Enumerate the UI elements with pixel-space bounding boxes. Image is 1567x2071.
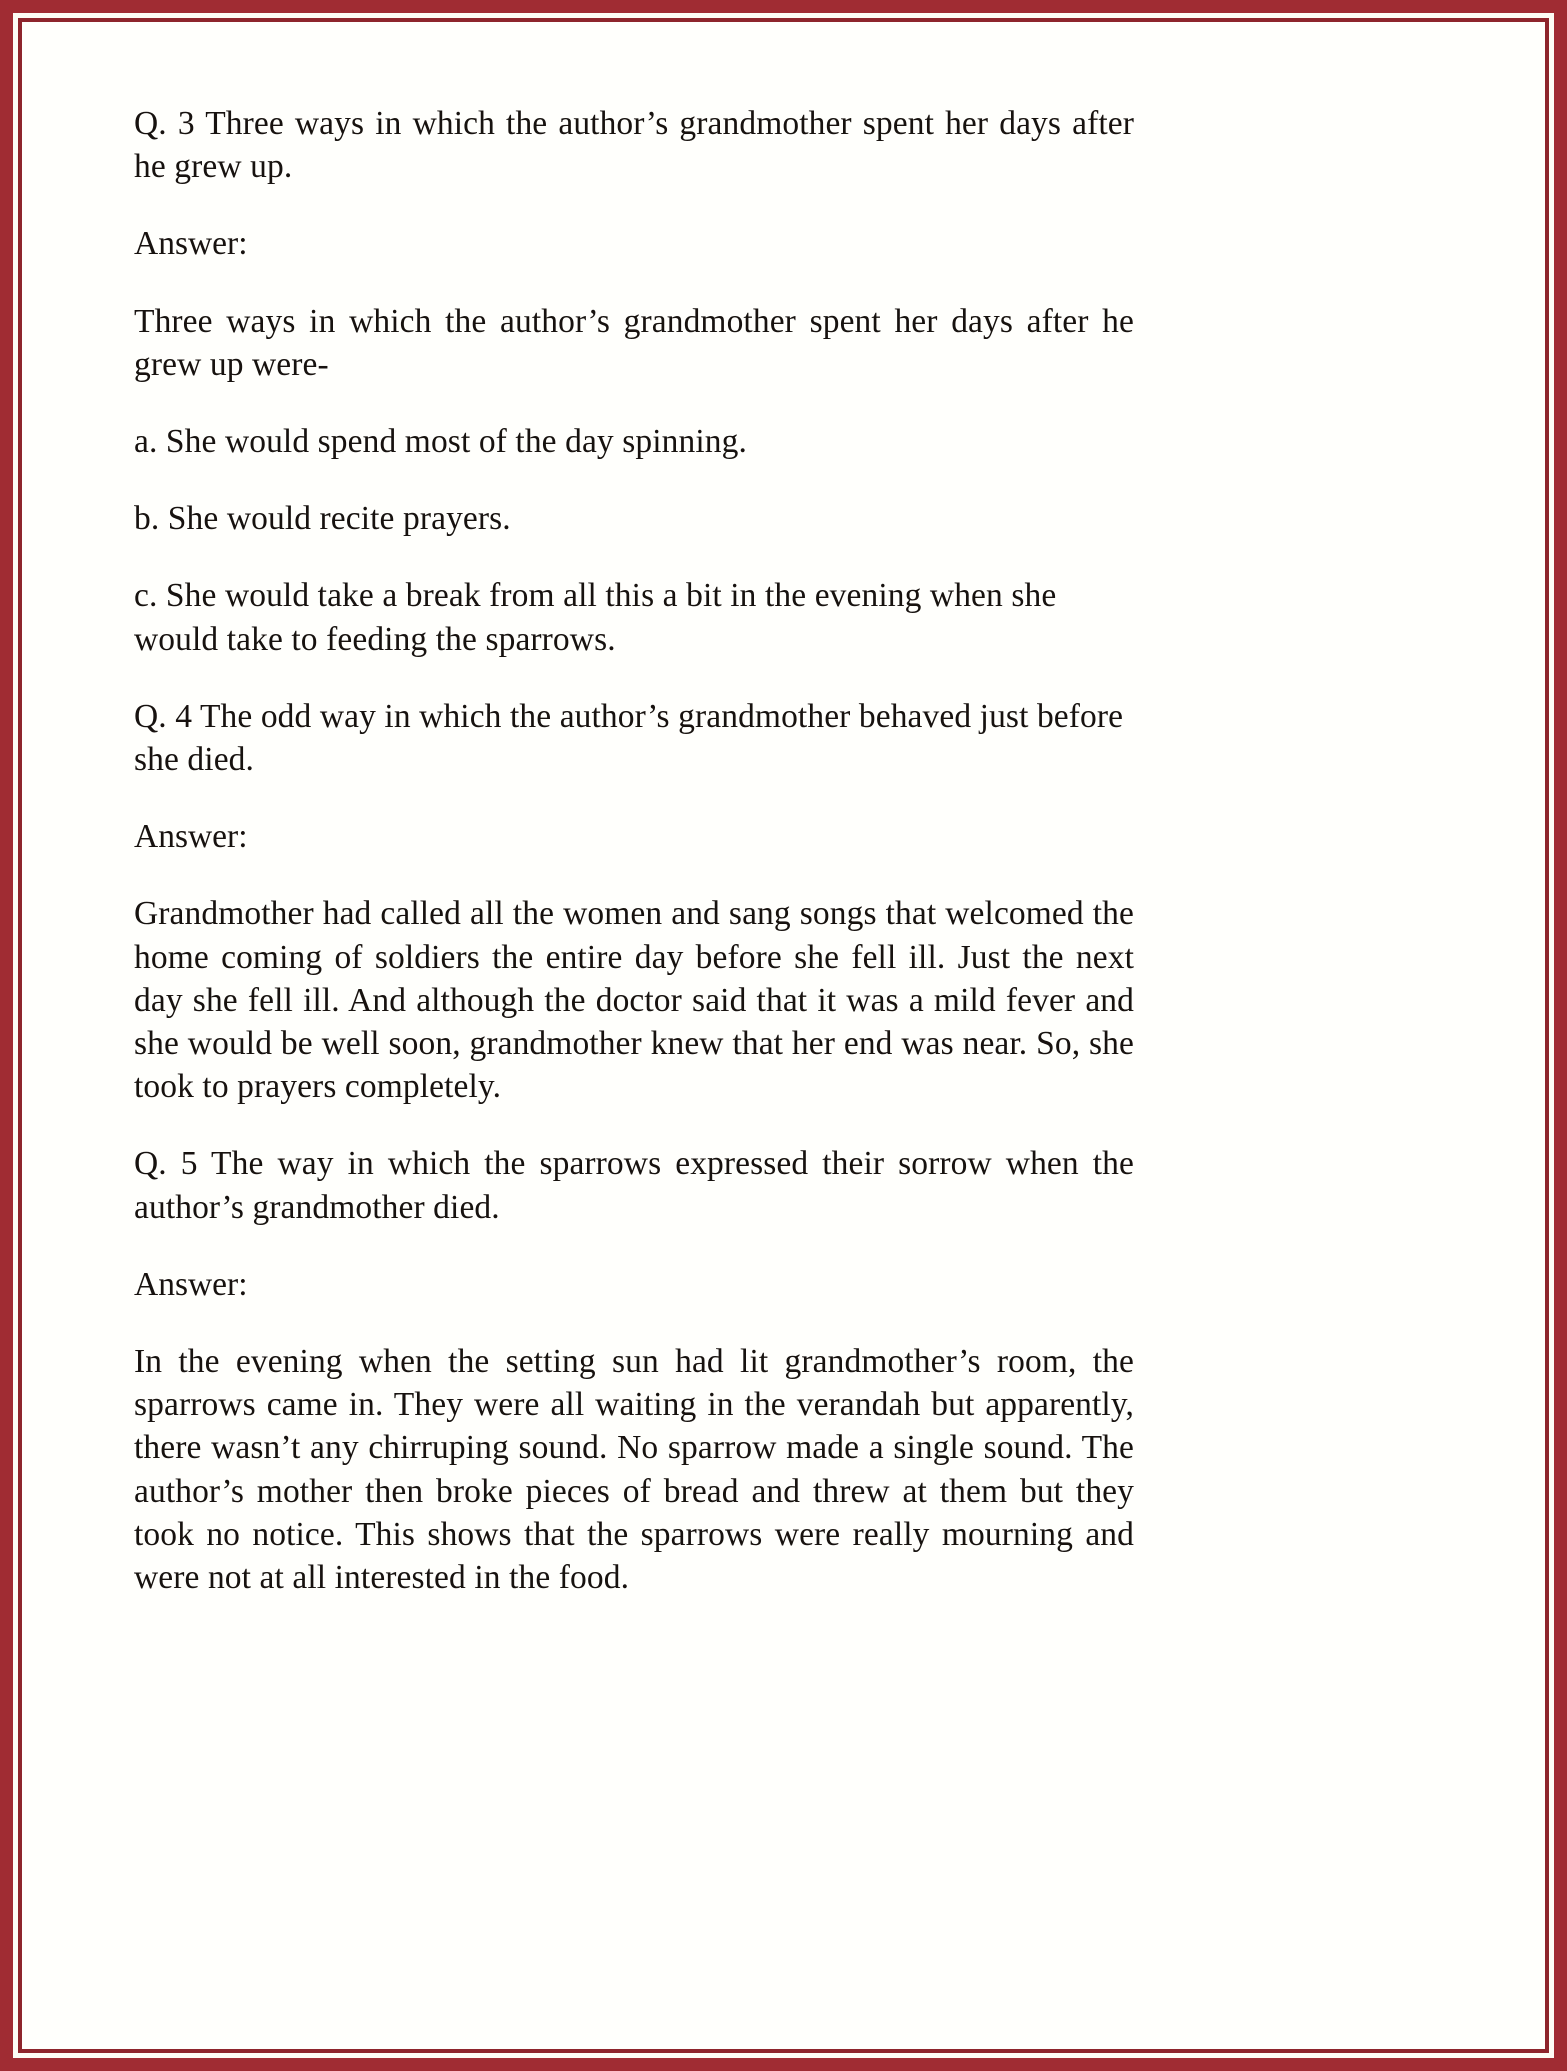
question-q3: Q. 3 Three ways in which the author’s grandmother spent her days after he grew up. bbox=[134, 105, 1134, 186]
answer-q3-item-c: c. She would take a break from all this a bit in the evening when she would take to feeding the sparrows. bbox=[134, 577, 1057, 658]
answer-label-q4: Answer: bbox=[134, 818, 248, 856]
document-sheet bbox=[22, 22, 1545, 2049]
answer-label-q3: Answer: bbox=[134, 225, 248, 263]
question-q5: Q. 5 The way in which the sparrows expressed their sorrow when the author’s grandmother died. bbox=[134, 1145, 1134, 1226]
question-q4: Q. 4 The odd way in which the author’s grandmother behaved just before she died. bbox=[134, 697, 1124, 779]
answer-q4-body: Grandmother had called all the women and sang songs that welcomed the home coming of soldiers the entire day before she fell ill. Just the next day she fell ill. And although the doctor said that it was a mild fever and she would be well soon, grandmother knew that her end was near. So, she took to prayers completely. bbox=[134, 895, 1134, 1106]
answer-q3-intro: Three ways in which the author’s grandmother spent her days after he grew up were- bbox=[134, 302, 1134, 383]
answer-q5-body: In the evening when the setting sun had lit grandmother’s room, the sparrows came in. They were all waiting in the verandah but apparently, there wasn’t any chirruping sound. No sparrow made a single sound. The author’s mother then broke pieces of bread and threw at them but they took no notice. This shows that the sparrows were really mourning and were not at all interested in the food. bbox=[134, 1343, 1134, 1597]
page-inner-rule bbox=[18, 18, 1549, 2053]
answer-q3-item-a: a. She would spend most of the day spinning. bbox=[134, 423, 747, 461]
page-border-gap bbox=[13, 13, 1554, 2058]
answer-label-q5: Answer: bbox=[134, 1265, 248, 1303]
document-body bbox=[134, 102, 1134, 1599]
answer-q3-item-b: b. She would recite prayers. bbox=[134, 500, 511, 538]
